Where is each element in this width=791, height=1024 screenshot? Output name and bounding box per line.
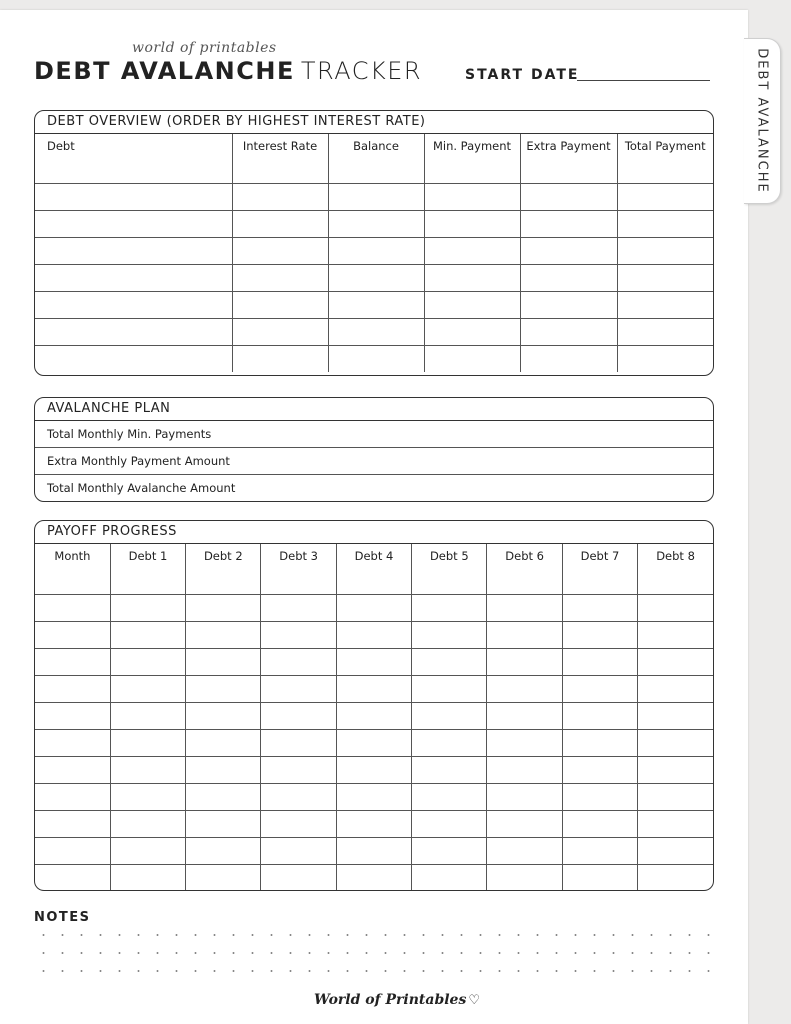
payoff-progress-table-cell[interactable]	[261, 649, 336, 676]
debt-overview-table-cell[interactable]	[424, 292, 520, 319]
payoff-progress-table-cell[interactable]	[487, 676, 562, 703]
debt-overview-table-cell[interactable]	[35, 292, 232, 319]
debt-overview-table-cell[interactable]	[328, 346, 424, 373]
payoff-progress-table-cell[interactable]	[562, 865, 637, 892]
payoff-progress-table-cell[interactable]	[487, 622, 562, 649]
debt-overview-table-cell[interactable]	[424, 184, 520, 211]
payoff-progress-table-cell[interactable]	[562, 703, 637, 730]
payoff-progress-table-cell[interactable]	[412, 784, 487, 811]
debt-overview-table-cell[interactable]	[232, 265, 328, 292]
payoff-progress-table-cell[interactable]	[186, 676, 261, 703]
payoff-progress-table-cell[interactable]	[261, 811, 336, 838]
payoff-progress-table-cell[interactable]	[35, 622, 110, 649]
payoff-progress-title: PAYOFF PROGRESS	[35, 521, 713, 544]
payoff-progress-table-cell[interactable]	[487, 568, 562, 595]
payoff-progress-table-cell[interactable]	[412, 865, 487, 892]
payoff-progress-table-cell[interactable]	[487, 811, 562, 838]
debt-overview-table-row	[35, 157, 713, 184]
debt-overview-table-cell[interactable]	[520, 211, 617, 238]
payoff-progress-table-cell[interactable]	[336, 568, 411, 595]
heart-icon: ♡	[468, 993, 481, 1008]
payoff-progress-table-cell[interactable]	[110, 838, 185, 865]
debt-overview-table-cell[interactable]	[35, 211, 232, 238]
payoff-progress-table-cell[interactable]	[110, 649, 185, 676]
debt-overview-table-cell[interactable]	[35, 184, 232, 211]
debt-overview-table-cell[interactable]	[520, 157, 617, 184]
payoff-progress-table-row	[35, 730, 713, 757]
debt-overview-col-header: Total Payment	[617, 134, 713, 157]
page-title-bold: DEBT AVALANCHE	[34, 57, 295, 85]
page-title	[34, 57, 422, 85]
payoff-progress-table-cell[interactable]	[35, 703, 110, 730]
plan-row-avalanche-amount[interactable]: Total Monthly Avalanche Amount	[47, 481, 236, 495]
payoff-progress-table-cell[interactable]	[638, 784, 713, 811]
payoff-progress-table	[35, 544, 713, 891]
debt-overview-table-cell[interactable]	[520, 238, 617, 265]
payoff-progress-table-cell[interactable]	[261, 784, 336, 811]
payoff-progress-table-cell[interactable]	[487, 757, 562, 784]
payoff-progress-table-cell[interactable]	[261, 865, 336, 892]
debt-overview-col-header: Extra Payment	[520, 134, 617, 157]
payoff-progress-col-header: Debt 7	[562, 544, 637, 568]
payoff-progress-col-header: Debt 1	[110, 544, 185, 568]
plan-row-extra-payment[interactable]: Extra Monthly Payment Amount	[35, 448, 713, 475]
payoff-progress-table-row	[35, 703, 713, 730]
debt-overview-table-cell[interactable]	[424, 211, 520, 238]
payoff-progress-table-cell[interactable]	[336, 838, 411, 865]
payoff-progress-col-header: Debt 6	[487, 544, 562, 568]
debt-overview-table-cell[interactable]	[520, 265, 617, 292]
page-title-light: TRACKER	[300, 57, 423, 85]
payoff-progress-table-cell[interactable]	[562, 730, 637, 757]
payoff-progress-table-cell[interactable]	[186, 568, 261, 595]
payoff-progress-table-cell[interactable]	[110, 703, 185, 730]
payoff-progress-table-cell[interactable]	[261, 568, 336, 595]
debt-overview-table-cell[interactable]	[232, 292, 328, 319]
payoff-progress-table-cell[interactable]	[110, 730, 185, 757]
payoff-progress-table-cell[interactable]	[562, 757, 637, 784]
payoff-progress-table-cell[interactable]	[412, 838, 487, 865]
payoff-progress-table-cell[interactable]	[35, 730, 110, 757]
payoff-progress-table-cell[interactable]	[412, 703, 487, 730]
debt-overview-table-row	[35, 292, 713, 319]
payoff-progress-table-cell[interactable]	[261, 703, 336, 730]
debt-overview-table-cell[interactable]	[520, 346, 617, 373]
avalanche-plan-section	[34, 397, 714, 502]
debt-overview-table-cell[interactable]	[35, 319, 232, 346]
debt-overview-table-cell[interactable]	[424, 238, 520, 265]
payoff-progress-table-cell[interactable]	[35, 757, 110, 784]
payoff-progress-table-cell[interactable]	[638, 568, 713, 595]
payoff-progress-table-cell[interactable]	[186, 838, 261, 865]
payoff-progress-table-cell[interactable]	[336, 649, 411, 676]
debt-overview-table-cell[interactable]	[328, 265, 424, 292]
debt-overview-table-cell[interactable]	[232, 157, 328, 184]
debt-overview-col-header: Balance	[328, 134, 424, 157]
debt-overview-table-cell[interactable]	[617, 184, 713, 211]
notes-dot-line[interactable]	[34, 934, 714, 936]
debt-overview-title: DEBT OVERVIEW (ORDER BY HIGHEST INTEREST RATE)	[35, 111, 713, 134]
payoff-progress-table-cell[interactable]	[562, 676, 637, 703]
payoff-progress-table-cell[interactable]	[487, 703, 562, 730]
payoff-progress-table-cell[interactable]	[562, 838, 637, 865]
payoff-progress-table-row	[35, 784, 713, 811]
payoff-progress-table-cell[interactable]	[35, 676, 110, 703]
payoff-progress-table-cell[interactable]	[412, 622, 487, 649]
payoff-progress-table-cell[interactable]	[186, 757, 261, 784]
payoff-progress-table-cell[interactable]	[186, 730, 261, 757]
payoff-progress-table-cell[interactable]	[110, 811, 185, 838]
debt-overview-table-cell[interactable]	[328, 211, 424, 238]
payoff-progress-table-cell[interactable]	[186, 622, 261, 649]
payoff-progress-col-header: Debt 3	[261, 544, 336, 568]
plan-row-min-payments[interactable]: Total Monthly Min. Payments	[35, 421, 713, 448]
payoff-progress-table-cell[interactable]	[35, 811, 110, 838]
payoff-progress-table-cell[interactable]	[336, 595, 411, 622]
debt-overview-table-cell[interactable]	[520, 319, 617, 346]
payoff-progress-table-cell[interactable]	[412, 757, 487, 784]
debt-overview-table-row	[35, 238, 713, 265]
debt-overview-table-cell[interactable]	[520, 184, 617, 211]
payoff-progress-table-cell[interactable]	[412, 811, 487, 838]
payoff-progress-table-row	[35, 865, 713, 892]
payoff-progress-table-row	[35, 676, 713, 703]
payoff-progress-table-row	[35, 838, 713, 865]
debt-overview-table-row	[35, 346, 713, 373]
brand-script-logo: world of printables	[132, 40, 277, 56]
debt-overview-table-cell[interactable]	[424, 157, 520, 184]
payoff-progress-table-cell[interactable]	[487, 838, 562, 865]
debt-overview-table-cell[interactable]	[424, 265, 520, 292]
payoff-progress-table-cell[interactable]	[186, 784, 261, 811]
debt-overview-section	[34, 110, 714, 376]
avalanche-plan-title: AVALANCHE PLAN	[35, 398, 713, 421]
payoff-progress-table-cell[interactable]	[562, 595, 637, 622]
notes-dot-line[interactable]	[34, 970, 714, 972]
payoff-progress-table-cell[interactable]	[110, 757, 185, 784]
payoff-progress-table-cell[interactable]	[35, 838, 110, 865]
section-tab[interactable]	[744, 38, 781, 204]
payoff-progress-table-row	[35, 595, 713, 622]
payoff-progress-table-row	[35, 622, 713, 649]
debt-overview-col-header: Interest Rate	[232, 134, 328, 157]
payoff-progress-table-cell[interactable]	[110, 622, 185, 649]
payoff-progress-table-cell[interactable]	[110, 568, 185, 595]
debt-overview-table-cell[interactable]	[232, 184, 328, 211]
payoff-progress-table-cell[interactable]	[336, 757, 411, 784]
debt-overview-table-cell[interactable]	[617, 238, 713, 265]
debt-overview-table-row	[35, 319, 713, 346]
footer-brand-text: World of Printables	[314, 992, 467, 1008]
debt-overview-table-row	[35, 211, 713, 238]
payoff-progress-table-cell[interactable]	[562, 784, 637, 811]
payoff-progress-table-cell[interactable]	[35, 568, 110, 595]
payoff-progress-table-cell[interactable]	[336, 784, 411, 811]
debt-overview-table-row	[35, 184, 713, 211]
payoff-progress-table-cell[interactable]	[638, 811, 713, 838]
payoff-progress-table-cell[interactable]	[412, 676, 487, 703]
payoff-progress-table-cell[interactable]	[336, 703, 411, 730]
payoff-progress-table-cell[interactable]	[562, 622, 637, 649]
debt-overview-table-cell[interactable]	[328, 157, 424, 184]
notes-label: NOTES	[34, 910, 91, 925]
payoff-progress-table-cell[interactable]	[412, 568, 487, 595]
payoff-progress-table-cell[interactable]	[186, 703, 261, 730]
start-date-label: START DATE	[465, 67, 580, 83]
debt-overview-table-cell[interactable]	[232, 238, 328, 265]
payoff-progress-table-cell[interactable]	[487, 595, 562, 622]
payoff-progress-table-cell[interactable]	[186, 865, 261, 892]
debt-overview-table-cell[interactable]	[35, 265, 232, 292]
debt-overview-table-cell[interactable]	[232, 319, 328, 346]
payoff-progress-col-header: Debt 4	[336, 544, 411, 568]
payoff-progress-table-cell[interactable]	[638, 622, 713, 649]
payoff-progress-table-cell[interactable]	[261, 676, 336, 703]
debt-overview-col-header: Debt	[35, 134, 232, 157]
payoff-progress-section	[34, 520, 714, 891]
payoff-progress-table-cell[interactable]	[487, 865, 562, 892]
payoff-progress-table-cell[interactable]	[336, 622, 411, 649]
payoff-progress-table-cell[interactable]	[487, 649, 562, 676]
payoff-progress-table-cell[interactable]	[186, 811, 261, 838]
payoff-progress-table-cell[interactable]	[261, 595, 336, 622]
payoff-progress-table-cell[interactable]	[261, 730, 336, 757]
payoff-progress-table-cell[interactable]	[638, 703, 713, 730]
payoff-progress-table-cell[interactable]	[638, 757, 713, 784]
notes-dot-line[interactable]	[34, 952, 714, 954]
payoff-progress-table-cell[interactable]	[35, 865, 110, 892]
payoff-progress-table-cell[interactable]	[638, 595, 713, 622]
payoff-progress-table-cell[interactable]	[412, 730, 487, 757]
payoff-progress-table-cell[interactable]	[110, 865, 185, 892]
payoff-progress-table-cell[interactable]	[562, 568, 637, 595]
debt-overview-table-cell[interactable]	[424, 346, 520, 373]
payoff-progress-table-cell[interactable]	[186, 649, 261, 676]
payoff-progress-table-cell[interactable]	[261, 838, 336, 865]
debt-overview-table-cell[interactable]	[617, 292, 713, 319]
debt-overview-table-cell[interactable]	[617, 346, 713, 373]
payoff-progress-table-cell[interactable]	[638, 730, 713, 757]
payoff-progress-table-cell[interactable]	[261, 622, 336, 649]
payoff-progress-table-row	[35, 568, 713, 595]
debt-overview-table-cell[interactable]	[232, 346, 328, 373]
payoff-progress-table-cell[interactable]	[412, 649, 487, 676]
debt-overview-col-header: Min. Payment	[424, 134, 520, 157]
debt-overview-table-cell[interactable]	[328, 319, 424, 346]
payoff-progress-table-cell[interactable]	[487, 784, 562, 811]
debt-overview-table-cell[interactable]	[328, 238, 424, 265]
debt-overview-table-cell[interactable]	[35, 346, 232, 373]
payoff-progress-table-cell[interactable]	[110, 676, 185, 703]
debt-overview-table-cell[interactable]	[232, 211, 328, 238]
debt-overview-table-cell[interactable]	[328, 292, 424, 319]
debt-overview-table	[35, 134, 713, 372]
payoff-progress-table-cell[interactable]	[562, 649, 637, 676]
payoff-progress-col-header: Debt 2	[186, 544, 261, 568]
debt-overview-table-cell[interactable]	[328, 184, 424, 211]
payoff-progress-table-cell[interactable]	[638, 838, 713, 865]
payoff-progress-table-cell[interactable]	[110, 595, 185, 622]
footer-logo	[314, 992, 480, 1008]
start-date-field[interactable]	[577, 80, 710, 81]
section-tab-label: DEBT AVALANCHE	[754, 48, 770, 194]
payoff-progress-table-cell[interactable]	[35, 649, 110, 676]
payoff-progress-table-cell[interactable]	[35, 784, 110, 811]
debt-overview-table-cell[interactable]	[617, 211, 713, 238]
payoff-progress-table-cell[interactable]	[336, 811, 411, 838]
debt-overview-table-cell[interactable]	[35, 157, 232, 184]
payoff-progress-table-cell[interactable]	[261, 757, 336, 784]
payoff-progress-col-header: Debt 5	[412, 544, 487, 568]
debt-overview-table-cell[interactable]	[617, 265, 713, 292]
payoff-progress-table-cell[interactable]	[186, 595, 261, 622]
payoff-progress-table-row	[35, 757, 713, 784]
payoff-progress-table-cell[interactable]	[638, 865, 713, 892]
payoff-progress-table-cell[interactable]	[35, 595, 110, 622]
payoff-progress-table-row	[35, 811, 713, 838]
payoff-progress-col-header: Month	[35, 544, 110, 568]
debt-overview-table-cell[interactable]	[424, 319, 520, 346]
payoff-progress-table-cell[interactable]	[110, 784, 185, 811]
payoff-progress-table-cell[interactable]	[336, 676, 411, 703]
debt-overview-table-row	[35, 265, 713, 292]
payoff-progress-col-header: Debt 8	[638, 544, 713, 568]
payoff-progress-table-cell[interactable]	[336, 730, 411, 757]
debt-overview-table-cell[interactable]	[617, 157, 713, 184]
payoff-progress-table-cell[interactable]	[487, 730, 562, 757]
payoff-progress-table-row	[35, 649, 713, 676]
payoff-progress-table-cell[interactable]	[336, 865, 411, 892]
debt-overview-table-cell[interactable]	[617, 319, 713, 346]
debt-overview-table-cell[interactable]	[35, 238, 232, 265]
payoff-progress-table-cell[interactable]	[412, 595, 487, 622]
payoff-progress-table-cell[interactable]	[638, 649, 713, 676]
payoff-progress-table-cell[interactable]	[638, 676, 713, 703]
debt-overview-table-cell[interactable]	[520, 292, 617, 319]
payoff-progress-table-cell[interactable]	[562, 811, 637, 838]
